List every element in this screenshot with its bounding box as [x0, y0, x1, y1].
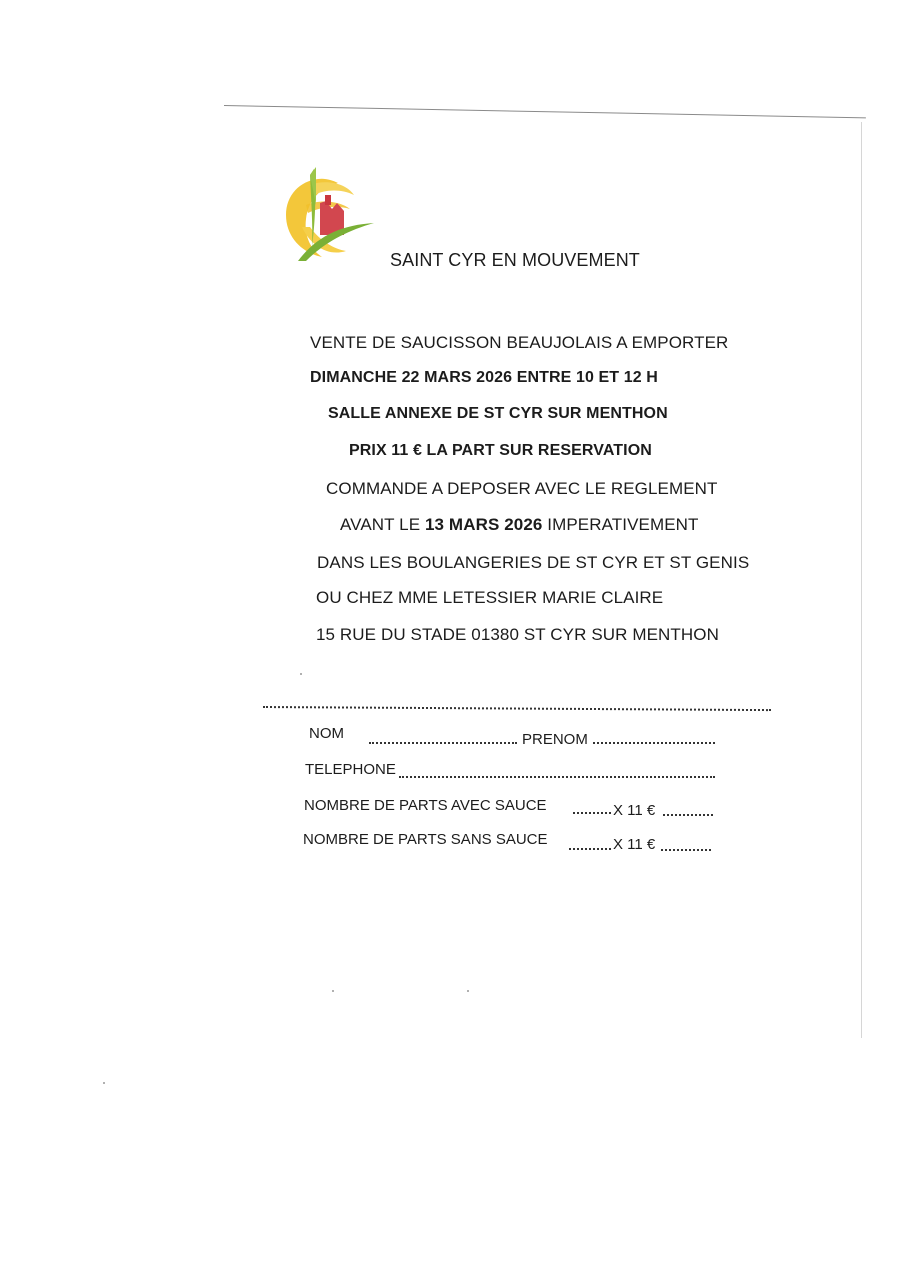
telephone-label: TELEPHONE	[305, 761, 396, 778]
telephone-field[interactable]	[399, 776, 715, 778]
with-sauce-quantity-field[interactable]	[573, 812, 611, 814]
order-deadline	[340, 515, 699, 535]
scan-speck	[103, 1082, 105, 1084]
deadline-prefix: AVANT LE	[340, 515, 425, 534]
nom-field[interactable]	[369, 742, 517, 744]
organization-title: SAINT CYR EN MOUVEMENT	[390, 250, 640, 270]
deadline-date: 13 MARS 2026	[425, 515, 543, 534]
drop-off-contact: OU CHEZ MME LETESSIER MARIE CLAIRE	[316, 588, 664, 607]
with-sauce-total-field[interactable]	[663, 814, 713, 816]
parts-with-sauce-row	[304, 797, 716, 819]
saint-cyr-logo-icon	[280, 165, 376, 265]
with-sauce-price-label: X 11 €	[613, 802, 656, 819]
telephone-row	[305, 761, 717, 783]
deadline-suffix: IMPERATIVEMENT	[542, 515, 699, 534]
parts-without-sauce-row	[303, 831, 715, 853]
cut-line-separator	[263, 706, 771, 711]
sale-description: VENTE DE SAUCISSON BEAUJOLAIS A EMPORTER	[310, 333, 729, 352]
without-sauce-quantity-field[interactable]	[569, 848, 611, 850]
scan-speck	[300, 673, 302, 675]
prenom-label: PRENOM	[522, 731, 588, 748]
scan-speck	[467, 990, 469, 992]
scan-speck	[332, 990, 334, 992]
nom-label: NOM	[309, 725, 344, 742]
drop-off-address: 15 RUE DU STADE 01380 ST CYR SUR MENTHON	[316, 625, 719, 644]
sale-location: SALLE ANNEXE DE ST CYR SUR MENTHON	[328, 405, 668, 422]
prenom-field[interactable]	[593, 742, 715, 744]
without-sauce-price-label: X 11 €	[613, 836, 656, 853]
without-sauce-label: NOMBRE DE PARTS SANS SAUCE	[303, 831, 548, 848]
scan-page-edge-right	[861, 122, 862, 1038]
sale-date-time: DIMANCHE 22 MARS 2026 ENTRE 10 ET 12 H	[310, 369, 658, 386]
name-row	[309, 725, 719, 747]
sale-price: PRIX 11 € LA PART SUR RESERVATION	[349, 442, 652, 459]
scan-page-edge-top	[224, 105, 866, 118]
order-instruction: COMMANDE A DEPOSER AVEC LE REGLEMENT	[326, 479, 718, 498]
without-sauce-total-field[interactable]	[661, 849, 711, 851]
drop-off-bakeries: DANS LES BOULANGERIES DE ST CYR ET ST GENIS	[317, 553, 750, 572]
with-sauce-label: NOMBRE DE PARTS AVEC SAUCE	[304, 797, 547, 814]
